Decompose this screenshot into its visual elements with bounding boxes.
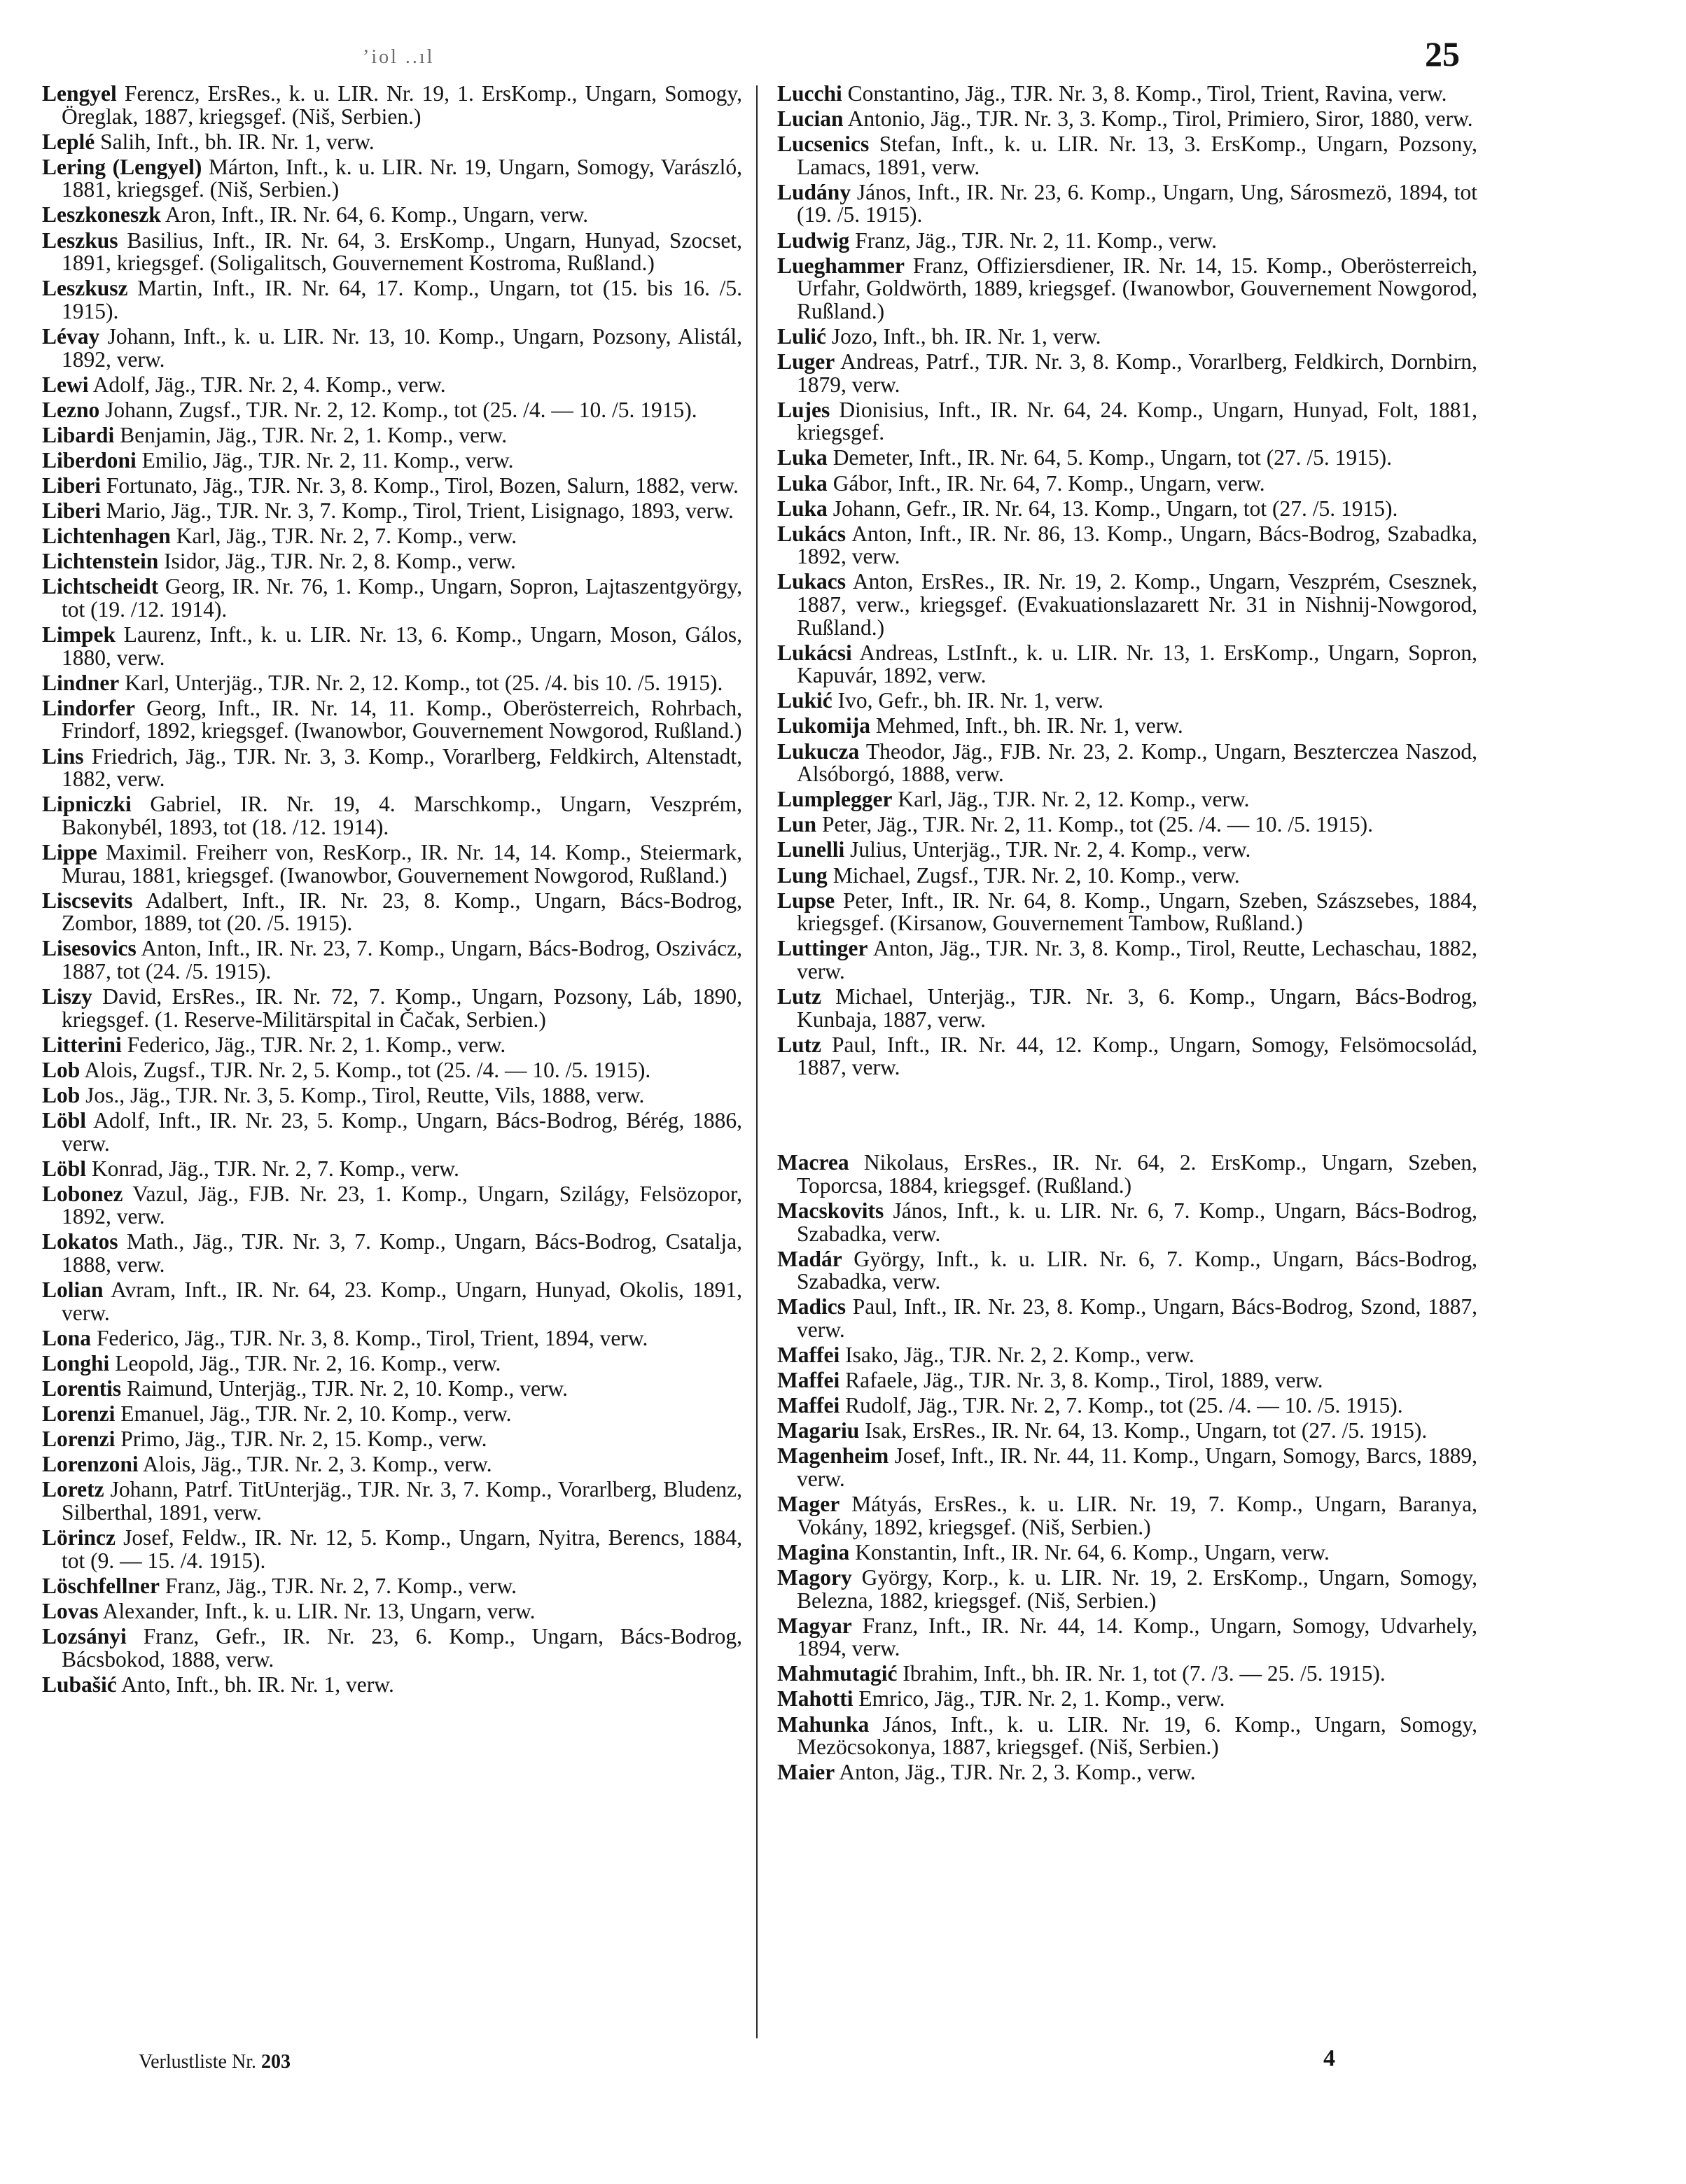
list-entry — [777, 1564, 1478, 1613]
entry-surname: Liscsevits — [42, 888, 133, 913]
list-entry — [42, 475, 742, 498]
entry-details: Theodor, Jäg., FJB. Nr. 23, 2. Komp., Ungarn, Beszterczea Naszod, Alsóborgó, 1888, verw. — [797, 738, 1477, 787]
entry-details: Martin, Inft., IR. Nr. 64, 17. Komp., Ungarn, tot (15. bis 16. /5. 1915). — [62, 276, 742, 323]
list-entry — [42, 550, 742, 573]
entry-details: Anton, ErsRes., IR. Nr. 19, 2. Komp., Ungarn, Veszprém, Csesznek, 1887, verw., kriegsgef. (Evakuationslazarett Nr. 31 in Nishnij-Nowgorod, Rußland.) — [797, 569, 1478, 640]
entry-details: Maximil. Freiherr von, ResKorp., IR. Nr. 14, 14. Komp., Steiermark, Murau, 1881, kriegsgef. (Iwanowbor, Gouvernement Nowgorod, Rußland.) — [62, 839, 742, 888]
entry-surname: Lob — [42, 1082, 81, 1107]
right-section-l — [777, 83, 1477, 1079]
entry-details: Ferencz, ErsRes., k. u. LIR. Nr. 19, 1. ErsKomp., Ungarn, Somogy, Öreglak, 1887, kriegsgef. (Niš, Serbien.) — [62, 81, 743, 129]
list-entry — [777, 1420, 1477, 1443]
list-entry — [42, 1403, 742, 1426]
entry-surname: Lueghammer — [777, 253, 905, 278]
entry-details: Fortunato, Jäg., TJR. Nr. 3, 8. Komp., Tirol, Bozen, Salurn, 1882, verw. — [106, 473, 739, 498]
column-divider — [756, 85, 758, 2038]
footer-number: 203 — [261, 2051, 291, 2073]
entry-details: Leopold, Jäg., TJR. Nr. 2, 16. Komp., verw. — [115, 1350, 501, 1376]
entry-surname: Madics — [777, 1294, 846, 1320]
entry-details: Emilio, Jäg., TJR. Nr. 2, 11. Komp., verw. — [141, 447, 514, 472]
entry-details: Josef, Inft., IR. Nr. 44, 11. Komp., Ungarn, Somogy, Barcs, 1889, verw. — [797, 1443, 1478, 1492]
entry-surname: Löschfellner — [42, 1573, 160, 1598]
entry-details: Johann, Zugsf., TJR. Nr. 2, 12. Komp., tot (25. /4. — 10. /5. 1915). — [105, 397, 697, 422]
entry-details: Adolf, Jäg., TJR. Nr. 2, 4. Komp., verw. — [92, 372, 446, 397]
entry-surname: Lichtscheidt — [42, 574, 159, 599]
list-entry — [42, 1453, 742, 1476]
right-section-m — [777, 1152, 1477, 1784]
entry-details: Aron, Inft., IR. Nr. 64, 6. Komp., Ungarn, verw. — [165, 202, 589, 227]
entry-surname: Lutz — [777, 1032, 821, 1057]
entry-details: Peter, Jäg., TJR. Nr. 2, 11. Komp., tot (25. /4. — 10. /5. 1915). — [821, 812, 1374, 837]
entry-details: Paul, Inft., IR. Nr. 23, 8. Komp., Ungarn, Bács-Bodrog, Szond, 1887, verw. — [797, 1294, 1477, 1342]
entry-details: Peter, Inft., IR. Nr. 64, 8. Komp., Ungarn, Szeben, Szászsebes, 1884, kriegsgef. (Kirsanow, Gouvernement Tambow, Rußland.) — [797, 888, 1478, 936]
entry-surname: Lozsányi — [42, 1623, 127, 1648]
list-entry — [777, 447, 1477, 470]
entry-details: Raimund, Unterjäg., TJR. Nr. 2, 10. Komp., verw. — [127, 1376, 569, 1401]
list-entry — [777, 1445, 1477, 1490]
entry-details: Mario, Jäg., TJR. Nr. 3, 7. Komp., Tirol, Trient, Lisignago, 1893, verw. — [106, 498, 734, 524]
entry-surname: Lukács — [777, 521, 847, 546]
entry-surname: Lins — [42, 743, 84, 769]
entry-details: Ibrahim, Inft., bh. IR. Nr. 1, tot (7. /3. — 25. /5. 1915). — [903, 1661, 1386, 1686]
list-entry — [777, 738, 1477, 787]
entry-surname: Lengyel — [42, 81, 117, 106]
entry-details: György, Korp., k. u. LIR. Nr. 19, 2. ErsKomp., Ungarn, Somogy, Belezna, 1882, kriegsgef. (Niš, Serbien.) — [797, 1564, 1478, 1613]
list-entry — [777, 1344, 1477, 1367]
list-entry — [42, 374, 742, 397]
entry-surname: Lévay — [42, 323, 100, 349]
entry-surname: Lunelli — [777, 837, 845, 862]
entry-details: David, ErsRes., IR. Nr. 72, 7. Komp., Ungarn, Pozsony, Láb, 1890, kriegsgef. (1. Reserve-Militärspital in Čačak, Serbien.) — [62, 983, 742, 1032]
list-entry — [42, 1107, 742, 1156]
entry-details: Isidor, Jäg., TJR. Nr. 2, 8. Komp., verw. — [164, 549, 516, 574]
entry-details: Konstantin, Inft., IR. Nr. 64, 6. Komp., Ungarn, verw. — [855, 1539, 1330, 1564]
entry-surname: Lung — [777, 862, 828, 888]
entry-details: Gabriel, IR. Nr. 19, 4. Marschkomp., Ungarn, Veszprém, Bakonybél, 1893, tot (18. /12. 1914). — [62, 792, 743, 839]
entry-surname: Liberi — [42, 473, 101, 498]
entry-details: Andreas, LstInft., k. u. LIR. Nr. 13, 1. ErsKomp., Ungarn, Sopron, Kapuvár, 1892, verw. — [797, 640, 1478, 688]
entry-surname: Liberi — [42, 498, 101, 524]
entry-surname: Lorenzi — [42, 1401, 116, 1427]
list-entry — [777, 498, 1477, 521]
entry-details: Nikolaus, ErsRes., IR. Nr. 64, 2. ErsKomp., Ungarn, Szeben, Toporcsa, 1884, kriegsgef. (Rußland.) — [797, 1150, 1477, 1198]
entry-details: Rafaele, Jäg., TJR. Nr. 3, 8. Komp., Tirol, 1889, verw. — [845, 1368, 1323, 1393]
list-entry — [42, 1183, 742, 1228]
entry-details: Emrico, Jäg., TJR. Nr. 2, 1. Komp., verw. — [858, 1686, 1225, 1712]
list-entry — [42, 424, 742, 447]
entry-surname: Mahmutagić — [777, 1661, 898, 1686]
entry-surname: Lumplegger — [777, 787, 893, 812]
entry-details: Michael, Zugsf., TJR. Nr. 2, 10. Komp., verw. — [832, 862, 1240, 888]
entry-details: Adalbert, Inft., IR. Nr. 23, 8. Komp., Ungarn, Bács-Bodrog, Zombor, 1889, tot (20. /5. 1915). — [62, 888, 742, 936]
entry-details: Georg, IR. Nr. 76, 1. Komp., Ungarn, Sopron, Lajtaszentgyörgy, tot (19. /12. 1914). — [62, 574, 743, 622]
list-entry — [777, 1761, 1477, 1784]
list-entry — [777, 1493, 1477, 1539]
list-entry — [777, 1152, 1477, 1197]
entry-details: Mehmed, Inft., bh. IR. Nr. 1, verw. — [875, 713, 1183, 738]
entry-details: Franz, Gefr., IR. Nr. 23, 6. Komp., Ungarn, Bács-Bodrog, Bácsbokod, 1888, verw. — [62, 1623, 743, 1672]
entry-details: Basilius, Inft., IR. Nr. 64, 3. ErsKomp., Ungarn, Hunyad, Szocset, 1891, kriegsgef. (Soligalitsch, Gouvernement Kostroma, Rußland.) — [62, 227, 743, 276]
entry-details: Math., Jäg., TJR. Nr. 3, 7. Komp., Ungarn, Bács-Bodrog, Csatalja, 1888, verw. — [62, 1229, 742, 1277]
list-entry — [777, 983, 1478, 1032]
entry-details: Anto, Inft., bh. IR. Nr. 1, verw. — [120, 1672, 394, 1697]
entry-surname: Maffei — [777, 1393, 840, 1418]
entry-surname: Lukić — [777, 688, 832, 713]
list-entry — [777, 642, 1477, 687]
list-entry — [777, 715, 1477, 738]
list-entry — [42, 1034, 742, 1057]
entry-surname: Liberdoni — [42, 447, 137, 472]
entry-details: Paul, Inft., IR. Nr. 44, 12. Komp., Ungarn, Somogy, Felsömocsolád, 1887, verw. — [797, 1032, 1477, 1080]
entry-details: Stefan, Inft., k. u. LIR. Nr. 13, 3. ErsKomp., Ungarn, Pozsony, Lamacs, 1891, verw. — [797, 132, 1477, 179]
entry-details: Jos., Jäg., TJR. Nr. 3, 5. Komp., Tirol, Reutte, Vils, 1888, verw. — [85, 1082, 645, 1107]
entry-surname: Leplé — [42, 129, 95, 154]
entry-surname: Lutz — [777, 983, 821, 1009]
entry-surname: Löbl — [42, 1156, 87, 1181]
entry-details: Anton, Inft., IR. Nr. 86, 13. Komp., Ungarn, Bács-Bodrog, Szabadka, 1892, verw. — [797, 521, 1477, 569]
section-gap — [777, 1082, 1477, 1152]
entry-surname: Macrea — [777, 1150, 849, 1175]
entry-surname: Lorenzoni — [42, 1452, 139, 1477]
entry-details: Federico, Jäg., TJR. Nr. 2, 1. Komp., verw. — [127, 1032, 506, 1057]
entry-details: Alois, Zugsf., TJR. Nr. 2, 5. Komp., tot (25. /4. — 10. /5. 1915). — [84, 1057, 651, 1082]
list-entry — [42, 399, 742, 422]
entry-details: Johann, Inft., k. u. LIR. Nr. 13, 10. Komp., Ungarn, Pozsony, Alistál, 1892, verw. — [62, 323, 743, 372]
page-number: 25 — [1425, 34, 1460, 74]
list-entry — [42, 1231, 742, 1276]
entry-surname: Maffei — [777, 1368, 840, 1393]
footer-list-number — [139, 2051, 291, 2073]
list-entry — [42, 156, 742, 202]
entry-surname: Longhi — [42, 1350, 110, 1376]
entry-details: György, Inft., k. u. LIR. Nr. 6, 7. Komp., Ungarn, Bács-Bodrog, Szabadka, verw. — [797, 1246, 1477, 1294]
entry-surname: Luka — [777, 496, 828, 521]
entry-surname: Lukácsi — [777, 640, 852, 665]
entry-surname: Ludány — [777, 179, 851, 204]
entry-surname: Lisesovics — [42, 936, 137, 961]
list-entry — [777, 181, 1477, 227]
left-column — [42, 83, 742, 1699]
entry-details: János, Inft., k. u. LIR. Nr. 19, 6. Komp., Ungarn, Somogy, Mezöcsokonya, 1887, kriegsgef. (Niš, Serbien.) — [797, 1712, 1477, 1760]
entry-details: Anton, Jäg., TJR. Nr. 3, 8. Komp., Tirol, Reutte, Lechaschau, 1882, verw. — [797, 936, 1477, 983]
list-entry — [42, 1600, 742, 1623]
list-entry — [777, 108, 1477, 131]
list-entry — [777, 1394, 1477, 1418]
right-column — [777, 83, 1477, 1786]
list-entry — [777, 1714, 1477, 1759]
entry-surname: Lorenzi — [42, 1427, 116, 1452]
entry-surname: Magina — [777, 1539, 850, 1564]
list-entry — [42, 1625, 742, 1671]
entry-surname: Lichtenhagen — [42, 524, 171, 549]
entry-details: János, Inft., IR. Nr. 23, 6. Komp., Ungarn, Ung, Sárosmezö, 1894, tot (19. /5. 1915). — [797, 179, 1478, 227]
entry-surname: Magory — [777, 1564, 852, 1590]
entry-details: Andreas, Patrf., TJR. Nr. 3, 8. Komp., Vorarlberg, Feldkirch, Dornbirn, 1879, verw. — [797, 349, 1477, 397]
list-entry — [42, 1279, 742, 1324]
list-entry — [777, 1248, 1477, 1294]
list-entry — [42, 575, 742, 621]
entry-details: Johann, Patrf. TitUnterjäg., TJR. Nr. 3, 7. Komp., Vorarlberg, Bludenz, Silberthal, 1891, verw. — [62, 1477, 742, 1525]
entry-details: Primo, Jäg., TJR. Nr. 2, 15. Komp., verw. — [120, 1427, 487, 1452]
list-entry — [777, 937, 1477, 983]
list-entry — [777, 255, 1477, 323]
entry-surname: Lucchi — [777, 81, 842, 106]
entry-details: Emanuel, Jäg., TJR. Nr. 2, 10. Komp., verw. — [120, 1401, 512, 1427]
entry-details: Dionisius, Inft., IR. Nr. 64, 24. Komp., Ungarn, Hunyad, Folt, 1881, kriegsgef. — [797, 397, 1478, 445]
list-entry — [42, 624, 742, 669]
list-entry — [42, 793, 742, 839]
entry-details: Mátyás, ErsRes., k. u. LIR. Nr. 19, 7. Komp., Ungarn, Baranya, Vokány, 1892, kriegsgef. (Niš, Serbien.) — [797, 1492, 1477, 1539]
footer-signature: 4 — [1323, 2045, 1335, 2071]
entry-details: Franz, Offiziersdiener, IR. Nr. 14, 15. Komp., Oberösterreich, Urfahr, Goldwörth, 1889, kriegsgef. (Iwanowbor, Gouvernement Nowgorod, Rußland.) — [797, 253, 1477, 323]
entry-surname: Lokatos — [42, 1229, 118, 1254]
entry-surname: Leszkusz — [42, 276, 128, 301]
entry-surname: Luka — [777, 470, 828, 496]
list-entry — [42, 204, 742, 227]
list-entry — [42, 1428, 742, 1451]
list-entry — [777, 1662, 1477, 1686]
list-entry — [777, 1541, 1477, 1564]
list-entry — [42, 1674, 742, 1697]
entry-surname: Maier — [777, 1760, 835, 1785]
entry-details: Márton, Inft., k. u. LIR. Nr. 19, Ungarn, Somogy, Varászló, 1881, kriegsgef. (Niš, Serbien.) — [62, 154, 742, 202]
entry-surname: Madár — [777, 1246, 842, 1271]
list-entry — [777, 1200, 1477, 1245]
entry-surname: Lulić — [777, 323, 827, 349]
entry-details: Gábor, Inft., IR. Nr. 64, 7. Komp., Ungarn, verw. — [832, 470, 1265, 496]
entry-details: Avram, Inft., IR. Nr. 64, 23. Komp., Ungarn, Hunyad, Okolis, 1891, verw. — [62, 1278, 742, 1325]
entry-surname: Litterini — [42, 1032, 122, 1057]
entry-details: Salih, Inft., bh. IR. Nr. 1, verw. — [100, 129, 375, 154]
entry-details: Adolf, Inft., IR. Nr. 23, 5. Komp., Ungarn, Bács-Bodrog, Bérég, 1886, verw. — [62, 1107, 742, 1156]
entry-surname: Lolian — [42, 1278, 104, 1303]
entry-surname: Limpek — [42, 622, 116, 648]
list-entry — [42, 983, 742, 1032]
entry-details: Franz, Jäg., TJR. Nr. 2, 7. Komp., verw. — [165, 1573, 517, 1598]
list-entry — [42, 227, 743, 276]
list-entry — [777, 1034, 1477, 1079]
list-entry — [42, 1352, 742, 1376]
list-entry — [777, 890, 1477, 935]
list-entry — [777, 351, 1477, 396]
entry-details: Antonio, Jäg., TJR. Nr. 3, 3. Komp., Tirol, Primiero, Siror, 1880, verw. — [847, 106, 1473, 132]
list-entry — [42, 323, 743, 372]
entry-surname: Lukucza — [777, 738, 860, 764]
entry-details: Michael, Unterjäg., TJR. Nr. 3, 6. Komp., Ungarn, Bács-Bodrog, Kunbaja, 1887, verw. — [797, 983, 1478, 1032]
entry-surname: Libardi — [42, 422, 115, 447]
entry-surname: Lippe — [42, 839, 97, 864]
entry-surname: Lorentis — [42, 1376, 122, 1401]
entry-details: Laurenz, Inft., k. u. LIR. Nr. 13, 6. Komp., Ungarn, Moson, Gálos, 1880, verw. — [62, 622, 743, 670]
entry-details: Vazul, Jäg., FJB. Nr. 23, 1. Komp., Ungarn, Szilágy, Felsözopor, 1892, verw. — [62, 1181, 742, 1229]
list-entry — [42, 1084, 742, 1107]
entry-surname: Lörincz — [42, 1525, 116, 1550]
entry-surname: Lindner — [42, 670, 120, 695]
entry-surname: Lubašić — [42, 1672, 117, 1697]
list-entry — [777, 133, 1477, 178]
entry-surname: Ludwig — [777, 227, 850, 253]
list-entry — [42, 1478, 742, 1524]
entry-details: Karl, Jäg., TJR. Nr. 2, 12. Komp., verw. — [898, 787, 1250, 812]
entry-surname: Lindorfer — [42, 695, 135, 720]
list-entry — [777, 1615, 1477, 1660]
entry-details: Alois, Jäg., TJR. Nr. 2, 3. Komp., verw. — [142, 1452, 492, 1477]
entry-surname: Macskovits — [777, 1198, 884, 1224]
entry-surname: Mahotti — [777, 1686, 854, 1712]
list-entry — [42, 1575, 742, 1598]
entry-surname: Lezno — [42, 397, 100, 422]
list-entry — [42, 1059, 742, 1082]
entry-surname: Magenheim — [777, 1443, 889, 1469]
list-entry — [42, 672, 742, 695]
list-entry — [777, 323, 1477, 349]
entry-details: Constantino, Jäg., TJR. Nr. 3, 8. Komp., Tirol, Trient, Ravina, verw. — [847, 81, 1447, 106]
entry-surname: Magariu — [777, 1418, 860, 1443]
entry-details: Rudolf, Jäg., TJR. Nr. 2, 7. Komp., tot (25. /4. — 10. /5. 1915). — [845, 1393, 1403, 1418]
list-entry — [42, 841, 742, 887]
list-entry — [42, 1158, 742, 1181]
list-entry — [777, 570, 1477, 639]
entry-surname: Lucian — [777, 106, 844, 132]
entry-details: Federico, Jäg., TJR. Nr. 3, 8. Komp., Tirol, Trient, 1894, verw. — [96, 1325, 648, 1350]
entry-surname: Lukacs — [777, 569, 847, 594]
entry-details: Johann, Gefr., IR. Nr. 64, 13. Komp., Ungarn, tot (27. /5. 1915). — [832, 496, 1398, 521]
list-entry — [42, 131, 742, 154]
list-entry — [42, 937, 742, 983]
entry-details: Karl, Unterjäg., TJR. Nr. 2, 12. Komp., tot (25. /4. bis 10. /5. 1915). — [125, 670, 723, 695]
list-entry — [42, 1327, 742, 1350]
list-entry — [777, 399, 1477, 444]
list-entry — [777, 864, 1477, 888]
entry-surname: Löbl — [42, 1107, 87, 1133]
list-entry — [777, 690, 1477, 713]
list-entry — [42, 890, 742, 935]
entry-details: Georg, Inft., IR. Nr. 14, 11. Komp., Oberösterreich, Rohrbach, Frindorf, 1892, kriegsgef. (Iwanowbor, Gouvernement Nowgorod, Rußland.) — [62, 695, 742, 743]
entry-surname: Loretz — [42, 1477, 104, 1502]
entry-surname: Luttinger — [777, 936, 868, 961]
entry-surname: Lichtenstein — [42, 549, 159, 574]
list-entry — [42, 1378, 742, 1401]
entry-details: Ivo, Gefr., bh. IR. Nr. 1, verw. — [837, 688, 1104, 713]
entry-surname: Liszy — [42, 983, 92, 1009]
entry-details: Franz, Jäg., TJR. Nr. 2, 11. Komp., verw. — [855, 227, 1217, 253]
entry-details: János, Inft., k. u. LIR. Nr. 6, 7. Komp., Ungarn, Bács-Bodrog, Szabadka, verw. — [797, 1198, 1477, 1246]
list-entry — [42, 743, 743, 792]
print-marks: ʼiol ..ıl — [363, 46, 435, 68]
entry-details: Isako, Jäg., TJR. Nr. 2, 2. Komp., verw. — [845, 1343, 1194, 1368]
list-entry — [42, 697, 742, 743]
entry-surname: Lipniczki — [42, 792, 132, 817]
list-entry — [42, 1527, 742, 1572]
entry-surname: Lering (Lengyel) — [42, 154, 202, 179]
entry-details: Karl, Jäg., TJR. Nr. 2, 7. Komp., verw. — [176, 524, 517, 549]
list-entry — [777, 227, 1477, 253]
list-entry — [42, 449, 742, 472]
entry-details: Isak, ErsRes., IR. Nr. 64, 13. Komp., Ungarn, tot (27. /5. 1915). — [865, 1418, 1428, 1443]
entry-surname: Leszkus — [42, 227, 118, 253]
entry-details: Benjamin, Jäg., TJR. Nr. 2, 1. Komp., verw. — [120, 422, 508, 447]
entry-surname: Lupse — [777, 888, 835, 913]
entry-surname: Luger — [777, 349, 835, 374]
list-entry — [777, 788, 1477, 811]
entry-surname: Lobonez — [42, 1181, 123, 1206]
entry-details: Demeter, Inft., IR. Nr. 64, 5. Komp., Ungarn, tot (27. /5. 1915). — [832, 445, 1393, 470]
entry-surname: Lun — [777, 812, 817, 837]
entry-surname: Leszkoneszk — [42, 202, 161, 227]
list-entry — [42, 525, 742, 548]
entry-details: Julius, Unterjäg., TJR. Nr. 2, 4. Komp., verw. — [850, 837, 1251, 862]
list-entry — [777, 1369, 1477, 1392]
list-entry — [777, 472, 1477, 496]
list-entry — [42, 500, 742, 523]
entry-details: Alexander, Inft., k. u. LIR. Nr. 13, Ungarn, verw. — [102, 1598, 536, 1623]
entry-details: Franz, Inft., IR. Nr. 44, 14. Komp., Ungarn, Somogy, Udvarhely, 1894, verw. — [797, 1613, 1478, 1661]
entry-surname: Lujes — [777, 397, 830, 422]
entry-surname: Lona — [42, 1325, 92, 1350]
footer-label: Verlustliste Nr. — [139, 2051, 256, 2073]
list-entry — [777, 1688, 1477, 1711]
entry-surname: Luka — [777, 445, 828, 470]
entry-details: Anton, Jäg., TJR. Nr. 2, 3. Komp., verw. — [839, 1760, 1196, 1785]
entry-surname: Maffei — [777, 1343, 840, 1368]
entry-surname: Magyar — [777, 1613, 852, 1638]
entry-surname: Lewi — [42, 372, 89, 397]
entry-details: Anton, Inft., IR. Nr. 23, 7. Komp., Ungarn, Bács-Bodrog, Oszivácz, 1887, tot (24. /5. 1915). — [62, 936, 742, 983]
list-entry — [777, 523, 1477, 568]
list-entry — [777, 83, 1477, 106]
list-entry — [777, 839, 1477, 862]
list-entry — [42, 277, 742, 323]
entry-details: Konrad, Jäg., TJR. Nr. 2, 7. Komp., verw. — [91, 1156, 459, 1181]
entry-details: Jozo, Inft., bh. IR. Nr. 1, verw. — [831, 323, 1101, 349]
entry-surname: Mager — [777, 1492, 840, 1517]
entry-surname: Lob — [42, 1057, 81, 1082]
entry-details: Friedrich, Jäg., TJR. Nr. 3, 3. Komp., Vorarlberg, Feldkirch, Altenstadt, 1882, verw. — [62, 743, 743, 792]
entry-surname: Lucsenics — [777, 132, 870, 157]
list-entry — [777, 813, 1477, 836]
entry-surname: Lukomija — [777, 713, 871, 738]
entry-surname: Lovas — [42, 1598, 99, 1623]
list-entry — [42, 83, 742, 128]
entry-details: Josef, Feldw., IR. Nr. 12, 5. Komp., Ungarn, Nyitra, Berencs, 1884, tot (9. — 15. /4. 1915). — [62, 1525, 743, 1573]
entry-surname: Mahunka — [777, 1712, 870, 1737]
list-entry — [777, 1296, 1477, 1341]
